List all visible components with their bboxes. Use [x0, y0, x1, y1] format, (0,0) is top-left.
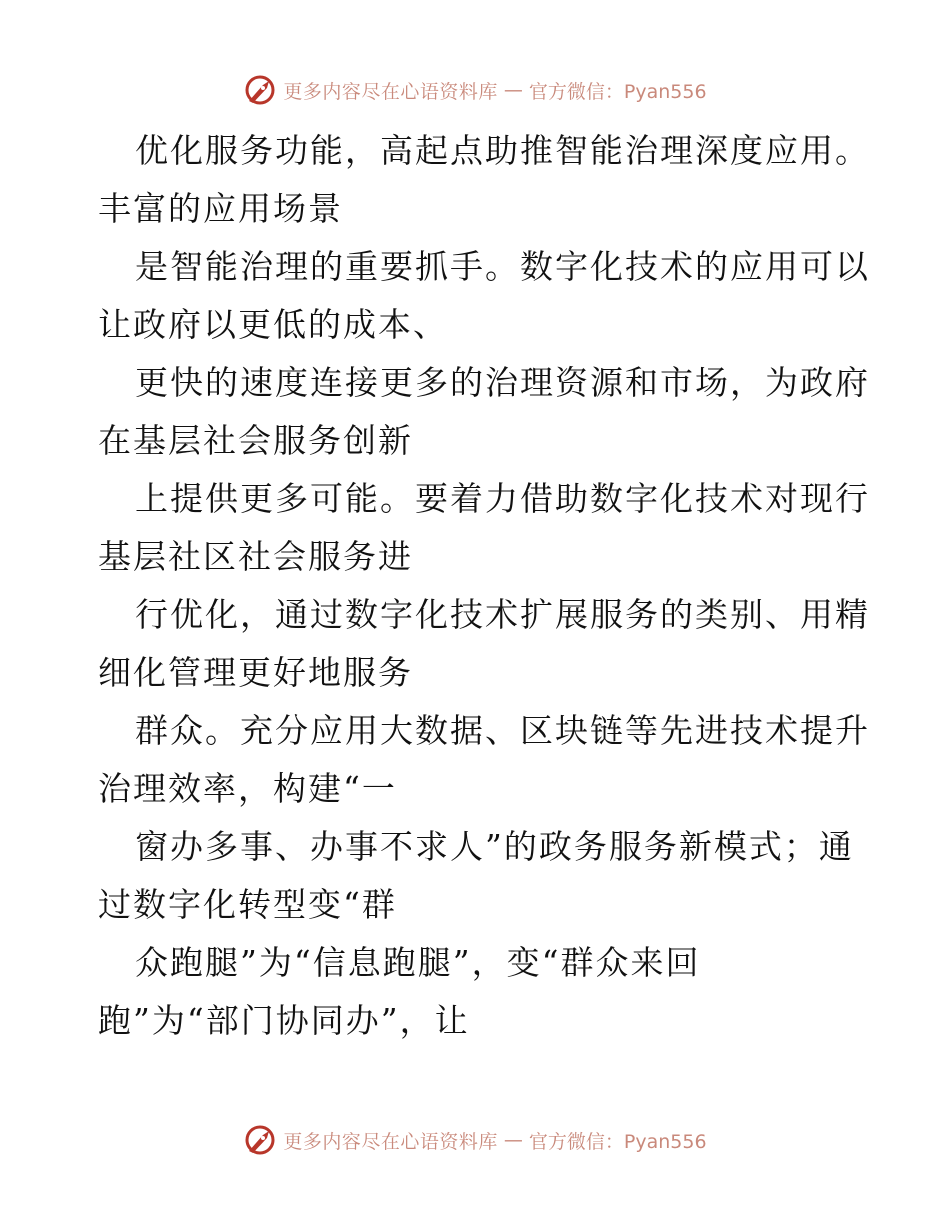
text-line: 行优化，通过数字化技术扩展服务的类别、用精 — [135, 595, 870, 634]
text-line: 让政府以更低的成本、 — [98, 305, 448, 344]
watermark-dash: — — [503, 1129, 523, 1151]
text-line: 跑”为“部门协同办”，让 — [98, 1001, 470, 1040]
watermark-sub-text: 官方微信：Pyan556 — [528, 80, 707, 103]
text-line: 是智能治理的重要抓手。数字化技术的应用可以 — [135, 247, 870, 286]
watermark-dash: — — [503, 79, 523, 101]
text-line: 上提供更多可能。要着力借助数字化技术对现行 — [135, 479, 870, 518]
text-line: 在基层社会服务创新 — [98, 421, 413, 460]
pen-nib-logo-icon — [243, 1123, 277, 1157]
pen-nib-logo-icon — [243, 73, 277, 107]
text-line: 群众。充分应用大数据、区块链等先进技术提升 — [135, 711, 870, 750]
text-line: 更快的速度连接更多的治理资源和市场，为政府 — [135, 363, 870, 402]
text-line: 众跑腿”为“信息跑腿”，变“群众来回 — [135, 943, 701, 982]
text-line: 基层社区社会服务进 — [98, 537, 413, 576]
header-watermark — [0, 70, 950, 110]
footer-watermark — [0, 1120, 950, 1160]
watermark-sub-text: 官方微信：Pyan556 — [528, 1130, 707, 1153]
document-body — [98, 122, 870, 1050]
text-line: 过数字化转型变“群 — [98, 885, 397, 924]
text-line: 窗办多事、办事不求人”的政务服务新模式；通 — [135, 827, 854, 866]
text-line: 丰富的应用场景 — [98, 189, 343, 228]
text-line: 优化服务功能，高起点助推智能治理深度应用。 — [135, 131, 870, 170]
watermark-main-text: 更多内容尽在心语资料库 — [283, 1130, 498, 1153]
text-line: 细化管理更好地服务 — [98, 653, 413, 692]
text-line: 治理效率，构建“一 — [98, 769, 397, 808]
watermark-main-text: 更多内容尽在心语资料库 — [283, 80, 498, 103]
